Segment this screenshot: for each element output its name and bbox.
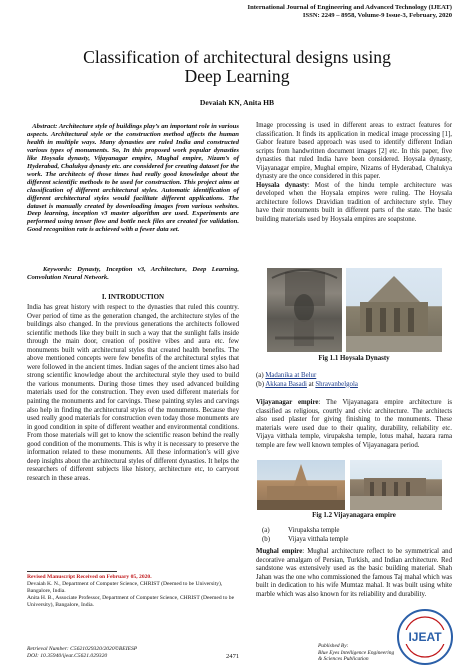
abstract-text: Architecture style of buildings play’s an important role in various aspects. Architectural style or the construction method affects the human health in multiple ways. Many dynasties are ruled India and constructed various types of monuments. So, In this proposed work popular dynasties like Hoysala dynasty, Vijayanagar empire, Mughal empire, Nizam’s of Hyderabad, Chalukya dynasty etc. are considered for creating dataset for the work. The architects of those times had really good knowledge about the different scientific methods to be used for construction. This project aims at classification of different architectural styles. Automatic identification of different architectural styles would facilitate different applications. The dataset is manually created by downloading images from various websites. Deep learning, inception v3 master algorithm are used. Experiments are performed using tenser flow and bottle neck files are created for validation. Good recognition rate is achieved with a fewer data set. xyxy=(27,123,239,234)
ijeat-seal-logo xyxy=(396,608,454,666)
publisher-info xyxy=(318,643,394,663)
author1-note: Devaiah K. N., Department of Computer Science, CHRIST (Deemed to be University), Bangalore, India. xyxy=(27,581,223,594)
retrieval-number: Retrieval Number: C5621029320/2020©BEIESP xyxy=(27,646,138,652)
keywords-text: Dynasty, Inception v3, Architecture, Deep Learning, Convolution Neural Network. xyxy=(27,266,239,281)
svg-text:IJEAT: IJEAT xyxy=(408,630,442,644)
vijaya-vitthala-temple-image xyxy=(350,460,442,510)
fig-1-2-sublabels xyxy=(262,527,442,544)
fig1-subcaption-b: (b) Akkana Basadi at Shravanbelgola xyxy=(256,380,358,388)
introduction-text xyxy=(27,304,239,483)
hoysala-label: Hoysala dynasty xyxy=(256,181,308,189)
fig1-subcaption-a: (a) Madanika at Belur xyxy=(256,372,317,379)
revised-note: Revised Manuscript Received on February 05, 2020. xyxy=(27,574,152,580)
section-heading-introduction: I. INTRODUCTION xyxy=(101,293,165,301)
akkana-basadi-link[interactable]: Akkana Basadi xyxy=(265,380,307,388)
hoysala-text: : Most of the hindu temple architecture was developed when the Hoysala empires were ruling. The Hoysala architecture follows Dravidian tradition of architecture style. They have their monuments built in different parts of the state. The basic building materials used by Hoysala empires are soapstone. xyxy=(256,181,452,224)
publisher-line-1: Published By: xyxy=(318,643,349,649)
publisher-line-2: Blue Eyes Intelligence Engineering xyxy=(318,649,395,656)
issn-line: ISSN: 2249 – 8958, Volume-9 Issue-3, February, 2020 xyxy=(302,12,452,19)
right-intro-paragraph xyxy=(256,122,452,225)
journal-name: International Journal of Engineering and Advanced Technology (IJEAT) xyxy=(247,4,452,11)
page-number: 2471 xyxy=(226,653,240,660)
madanika-belur-image xyxy=(267,268,342,352)
vijayanagar-text: : The Vijayanagara empire architecture is classified as religious, courtly and civic architecture. The architects also used plaster for giving finishing to the monuments. These materials were used due to their quality, durability, reliability etc. Vijaya vitthala temple, virupaksha temple, lotus mahal, hazara rama temple are few well known temples of Vijayanagara period. xyxy=(256,399,453,449)
fig-1-1-sublabels xyxy=(256,372,452,389)
footnote xyxy=(27,574,239,609)
vijayanagar-label: Vijayanagar empire xyxy=(256,399,319,406)
keywords xyxy=(27,266,239,282)
retrieval-info xyxy=(27,646,137,660)
right-paragraph-1: Image processing is used in different areas to extract features for classification. It finds its application in medical image processing [1], Gabor feature based approach was used to identify different Indian scripts from handwritten document images [2] etc. In this paper, five dynasties that ruled India have been considered. Hoysala dynasty, Vijayanagar empire, Mughal empire, Nizams of Hyderabad, Chalukya dynasty are the once considered in this paper. xyxy=(256,122,452,181)
abstract-label: Abstract: xyxy=(32,123,58,130)
madanika-link[interactable]: Madanika at Belur xyxy=(265,372,317,379)
doi: DOI: 10.35940/ijeat.C5621.029320 xyxy=(27,653,108,659)
shravanbelgola-link[interactable]: Shravanbelgola xyxy=(315,380,358,388)
hoysala-paragraph xyxy=(256,182,452,225)
title-line-2: Deep Learning xyxy=(184,66,290,86)
fig2-subcaption-b: (b) Vijaya vitthala temple xyxy=(262,535,349,543)
publisher-line-3: & Sciences Publication xyxy=(318,656,369,663)
abstract xyxy=(27,123,239,234)
paper-title xyxy=(40,48,434,86)
fig2-subcaption-a: (a) Virupaksha temple xyxy=(262,527,340,534)
footnote-rule xyxy=(27,571,117,572)
title-line-1: Classification of architectural designs using xyxy=(83,47,391,67)
akkana-basadi-image xyxy=(346,268,442,352)
author2-note: Anita H. B., Associate Professor, Department of Computer Science, CHRIST (Deemed to be University), Bangalore, India. xyxy=(27,595,235,608)
virupaksha-temple-image xyxy=(257,460,345,510)
fig-1-1-caption: Fig 1.1 Hoysala Dynasty xyxy=(318,355,390,362)
authors: Devaiah KN, Anita HB xyxy=(199,98,275,107)
intro-paragraph: India has great history with respect to the dynasties that ruled this country. Over period of time as the generation changed, the architecture styles of the buildings also changed. In the previous generations the architects followed scientific methods like they built in such a way that the sunlight falls inside through the main door, creation of positive vibes and aura etc. few monuments built with architectural styles that created health benefits. The above mentioned concepts were few benefits of the architectural styles that were followed in the ancient times. Indian sages of the ancient times also had strong scientific knowledge about the architectural style they used to build the various monuments. During those times they used advanced building materials used for the construction. They even used different materials for painting the monuments and for carvings. These painting styles and carvings also help in finding the architectural styles of the monuments. Because they used really good materials for construction even today those monuments are in good condition in spite of different weather and environmental conditions. From those materials will get to know the scientific reason behind the really good condition of the monuments. This is why it is necessary to preserve the information related to these monuments. All these information’s will give deep insights about the architectural styles of different dynasties. It helps the researchers of different subjects like history, architecture etc, to carryout research in these areas. xyxy=(27,304,239,482)
keywords-label: Keywords: xyxy=(42,266,72,273)
mughal-label: Mughal empire xyxy=(256,548,303,555)
vijayanagar-paragraph xyxy=(256,399,452,450)
mughal-text: : Mughal architecture reflect to be symmetrical and decorative amalgam of Persian, Turkish, and Indian architecture. Red sandstone was extensively used as the basic building material. Shah Jahan was the one who commissioned the famous Taj mahal which was built in dedication to his wife Mumtaz mahal. It was built using white marble which was also known for its reliability and durability. xyxy=(256,548,452,598)
mughal-paragraph xyxy=(256,548,452,599)
fig-1-2-caption: Fig 1.2 Vijayanagara empire xyxy=(312,512,396,519)
